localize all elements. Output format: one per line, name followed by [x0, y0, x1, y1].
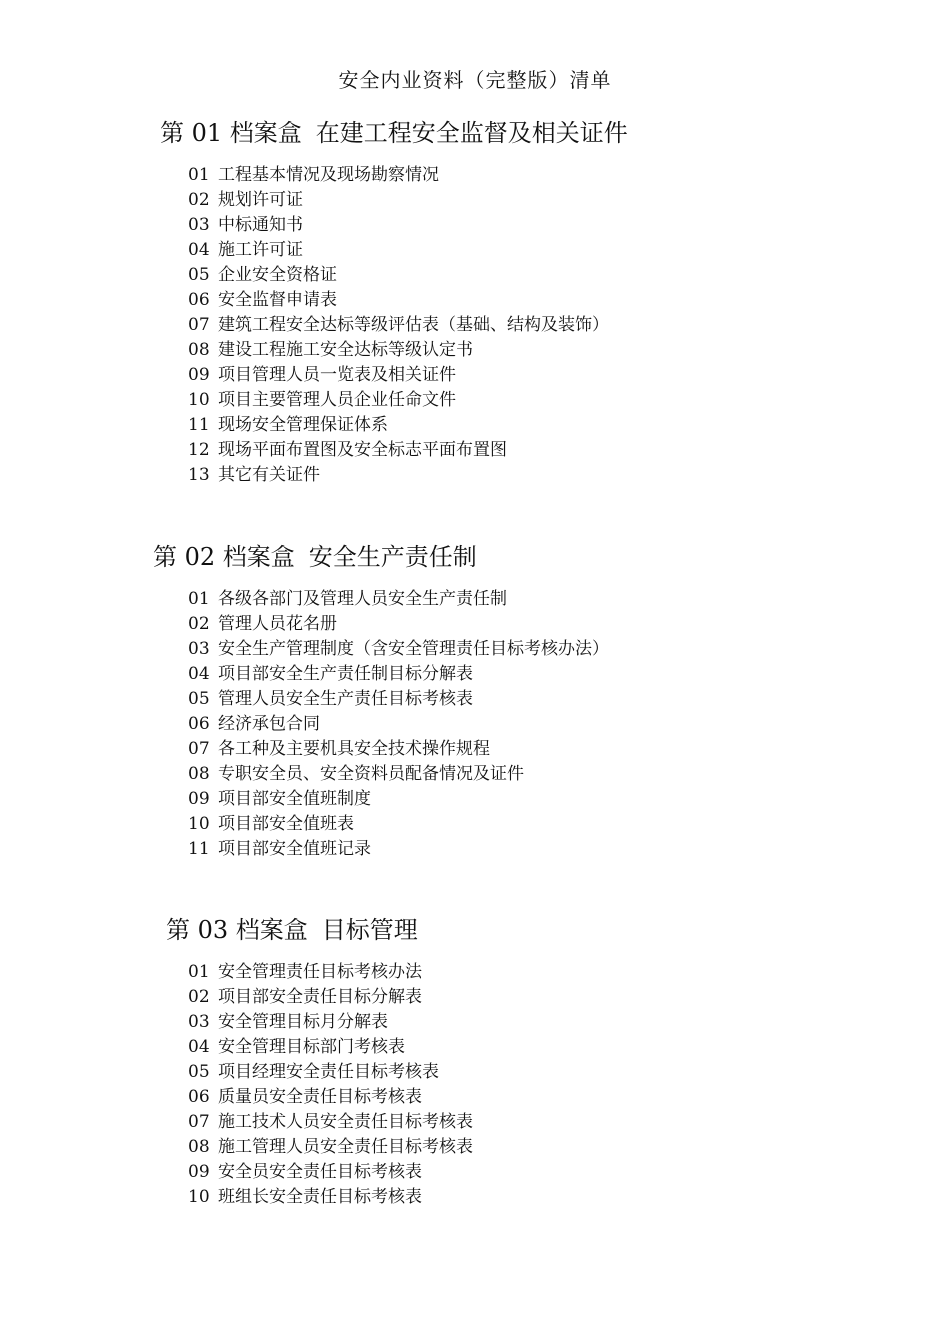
item-number: 04	[188, 240, 210, 260]
list-item	[188, 687, 609, 712]
section-03-items	[188, 960, 473, 1210]
item-text: 安全监督申请表	[218, 290, 337, 310]
item-number: 07	[188, 739, 210, 759]
list-item	[188, 238, 609, 263]
list-item	[188, 985, 473, 1010]
item-text: 经济承包合同	[218, 714, 320, 734]
item-text: 项目管理人员一览表及相关证件	[218, 365, 456, 385]
item-text: 管理人员花名册	[218, 614, 337, 634]
item-text: 施工管理人员安全责任目标考核表	[218, 1137, 473, 1157]
list-item	[188, 662, 609, 687]
item-text: 安全员安全责任目标考核表	[218, 1162, 422, 1182]
list-item	[188, 388, 609, 413]
item-text: 各工种及主要机具安全技术操作规程	[218, 739, 490, 759]
item-number: 01	[188, 962, 210, 982]
item-text: 工程基本情况及现场勘察情况	[218, 165, 439, 185]
document-title: 安全内业资料（完整版）清单	[338, 68, 612, 92]
list-item	[188, 1160, 473, 1185]
item-number: 05	[188, 265, 210, 285]
list-item	[188, 612, 609, 637]
list-item	[188, 1060, 473, 1085]
item-text: 建设工程施工安全达标等级认定书	[218, 340, 473, 360]
item-number: 06	[188, 714, 210, 734]
item-number: 09	[188, 789, 210, 809]
item-number: 10	[188, 814, 210, 834]
section-02-items	[188, 587, 609, 862]
list-item	[188, 1085, 473, 1110]
item-text: 各级各部门及管理人员安全生产责任制	[218, 589, 507, 609]
list-item	[188, 163, 609, 188]
item-number: 01	[188, 589, 210, 609]
item-number: 07	[188, 315, 210, 335]
item-number: 02	[188, 987, 210, 1007]
list-item	[188, 213, 609, 238]
list-item	[188, 837, 609, 862]
section-name: 安全生产责任制	[308, 543, 477, 571]
list-item	[188, 1035, 473, 1060]
section-03	[166, 913, 418, 947]
list-item	[188, 737, 609, 762]
item-number: 09	[188, 365, 210, 385]
item-number: 03	[188, 639, 210, 659]
item-text: 项目部安全值班制度	[218, 789, 371, 809]
item-text: 安全生产管理制度（含安全管理责任目标考核办法）	[218, 639, 609, 659]
item-text: 安全管理目标部门考核表	[218, 1037, 405, 1057]
item-number: 03	[188, 1012, 210, 1032]
list-item	[188, 812, 609, 837]
item-number: 09	[188, 1162, 210, 1182]
item-number: 04	[188, 664, 210, 684]
item-text: 项目部安全值班记录	[218, 839, 371, 859]
item-number: 01	[188, 165, 210, 185]
item-text: 管理人员安全生产责任目标考核表	[218, 689, 473, 709]
item-text: 项目主要管理人员企业任命文件	[218, 390, 456, 410]
item-number: 13	[188, 465, 210, 485]
list-item	[188, 288, 609, 313]
item-text: 安全管理责任目标考核办法	[218, 962, 422, 982]
list-item	[188, 1135, 473, 1160]
list-item	[188, 188, 609, 213]
item-number: 07	[188, 1112, 210, 1132]
list-item	[188, 438, 609, 463]
archive-box-label: 第 02 档案盒	[153, 543, 295, 571]
item-text: 施工许可证	[218, 240, 303, 260]
list-item	[188, 338, 609, 363]
item-text: 中标通知书	[218, 215, 303, 235]
item-number: 02	[188, 190, 210, 210]
item-text: 其它有关证件	[218, 465, 320, 485]
item-text: 施工技术人员安全责任目标考核表	[218, 1112, 473, 1132]
item-number: 08	[188, 1137, 210, 1157]
list-item	[188, 1185, 473, 1210]
item-number: 11	[188, 839, 210, 859]
section-heading	[166, 913, 418, 947]
item-text: 质量员安全责任目标考核表	[218, 1087, 422, 1107]
item-number: 03	[188, 215, 210, 235]
section-name: 在建工程安全监督及相关证件	[315, 119, 628, 147]
item-text: 项目部安全值班表	[218, 814, 354, 834]
list-item	[188, 637, 609, 662]
section-heading	[153, 540, 477, 574]
item-text: 专职安全员、安全资料员配备情况及证件	[218, 764, 524, 784]
list-item	[188, 263, 609, 288]
list-item	[188, 762, 609, 787]
item-text: 项目部安全生产责任制目标分解表	[218, 664, 473, 684]
item-number: 11	[188, 415, 210, 435]
item-text: 建筑工程安全达标等级评估表（基础、结构及装饰）	[218, 315, 609, 335]
item-text: 现场平面布置图及安全标志平面布置图	[218, 440, 507, 460]
item-number: 06	[188, 1087, 210, 1107]
list-item	[188, 787, 609, 812]
list-item	[188, 463, 609, 488]
list-item	[188, 587, 609, 612]
item-number: 10	[188, 390, 210, 410]
section-heading	[160, 116, 628, 150]
item-text: 项目经理安全责任目标考核表	[218, 1062, 439, 1082]
list-item	[188, 313, 609, 338]
item-number: 12	[188, 440, 210, 460]
list-item	[188, 712, 609, 737]
item-number: 10	[188, 1187, 210, 1207]
section-01	[160, 116, 628, 150]
list-item	[188, 1010, 473, 1035]
list-item	[188, 1110, 473, 1135]
list-item	[188, 413, 609, 438]
item-text: 规划许可证	[218, 190, 303, 210]
item-text: 现场安全管理保证体系	[218, 415, 388, 435]
item-number: 08	[188, 764, 210, 784]
section-01-items	[188, 163, 609, 488]
item-number: 06	[188, 290, 210, 310]
list-item	[188, 960, 473, 985]
archive-box-label: 第 01 档案盒	[160, 119, 302, 147]
item-number: 05	[188, 1062, 210, 1082]
list-item	[188, 363, 609, 388]
section-02	[153, 540, 477, 574]
item-number: 08	[188, 340, 210, 360]
item-text: 企业安全资格证	[218, 265, 337, 285]
item-number: 05	[188, 689, 210, 709]
section-name: 目标管理	[321, 916, 418, 944]
archive-box-label: 第 03 档案盒	[166, 916, 308, 944]
item-text: 项目部安全责任目标分解表	[218, 987, 422, 1007]
item-text: 班组长安全责任目标考核表	[218, 1187, 422, 1207]
item-text: 安全管理目标月分解表	[218, 1012, 388, 1032]
item-number: 02	[188, 614, 210, 634]
item-number: 04	[188, 1037, 210, 1057]
